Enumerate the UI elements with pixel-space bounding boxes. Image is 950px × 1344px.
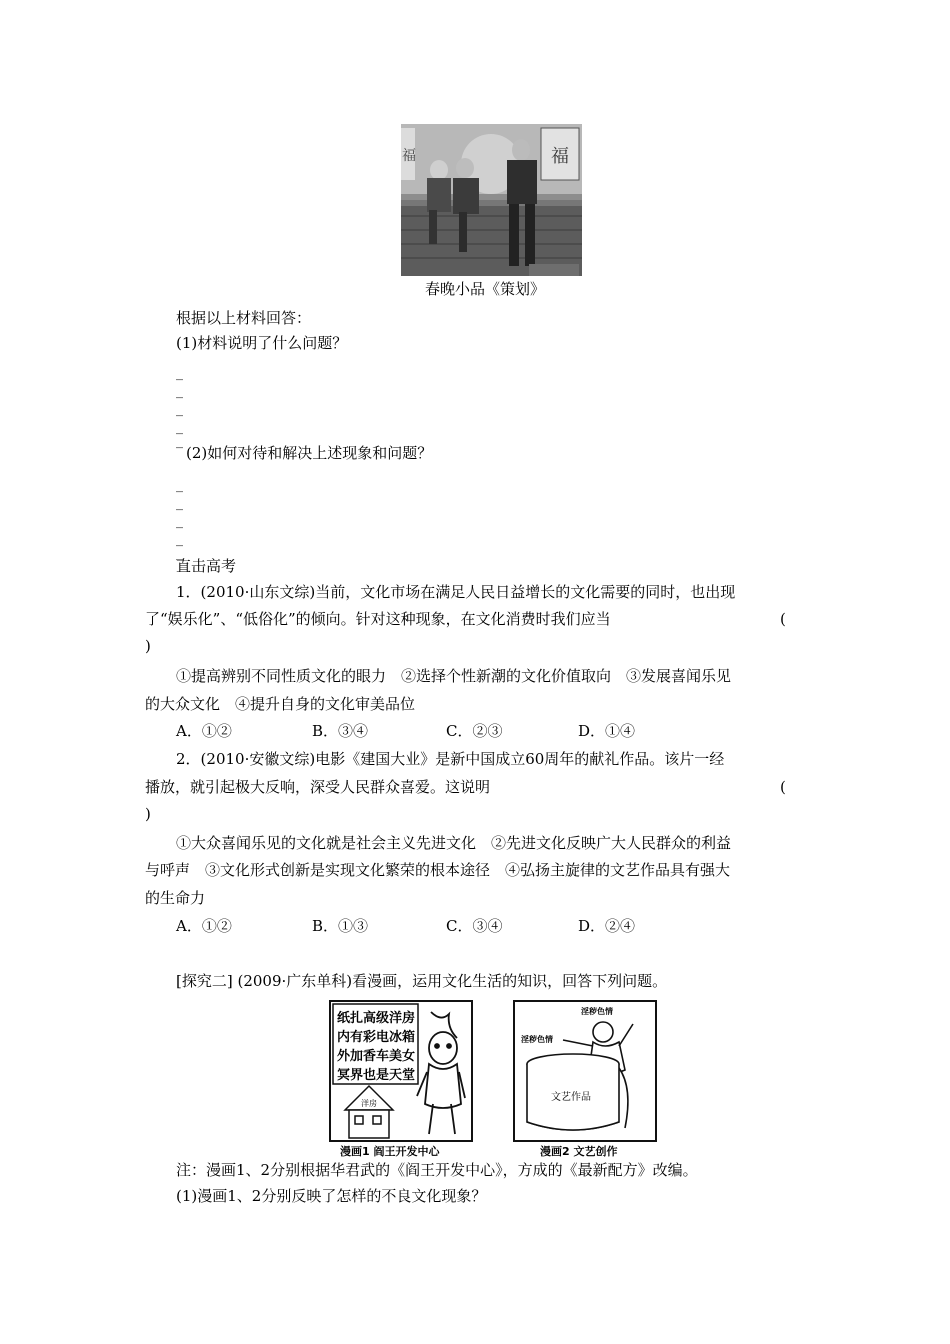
cartoon-2	[513, 1000, 657, 1142]
answer-blank-line: _	[176, 513, 183, 529]
material-intro: 根据以上材料回答：	[176, 309, 312, 327]
answer-blank-line: _	[176, 383, 183, 399]
question-1: (1)材料说明了什么问题？	[176, 334, 348, 352]
mc2-stem-line1: 2．(2010·安徽文综)电影《建国大业》是新中国成立60周年的献礼作品。该片一经	[176, 750, 725, 768]
cartoon-2-label-side: 淫秽色情	[521, 1035, 553, 1044]
fu-sign-right: 福	[551, 146, 569, 167]
answer-blank-line: _	[176, 419, 183, 435]
cartoon-1-drawing	[331, 1002, 471, 1140]
mc2-choice-b: B．①③	[312, 917, 369, 935]
mc1-option-line1: ①提高辨别不同性质文化的眼力 ②选择个性新潮的文化价值取向 ③发展喜闻乐见	[176, 667, 732, 685]
mc2-choice-a: A．①②	[176, 917, 232, 935]
photo-caption: 春晚小品《策划》	[425, 280, 546, 298]
cartoon-1-text-line: 纸扎高级洋房	[337, 1011, 416, 1026]
answer-blank-line: _	[176, 477, 183, 493]
cartoon-note: 注：漫画1、2分别根据华君武的《阎王开发中心》，方成的《最新配方》改编。	[176, 1161, 698, 1179]
mc1-paren-close: )	[145, 637, 151, 655]
demon-figure	[417, 1012, 465, 1134]
mc2-option-line3: 的生命力	[145, 889, 206, 907]
mc2-paren-open: (	[780, 778, 786, 796]
cartoon-1-text-line: 冥界也是天堂	[337, 1068, 416, 1083]
mc2-stem-line2: 播放，就引起极大反响，深受人民群众喜爱。这说明	[145, 778, 491, 796]
mc2-option-line1: ①大众喜闻乐见的文化就是社会主义先进文化 ②先进文化反映广大人民群众的利益	[176, 834, 732, 852]
answer-blank-line: _	[176, 401, 183, 417]
cartoon-1	[329, 1000, 473, 1142]
mc2-choice-d: D．②④	[578, 917, 636, 935]
mc1-option-line2: 的大众文化 ④提升自身的文化审美品位	[145, 695, 416, 713]
section-heading: 直击高考	[176, 557, 237, 575]
house-label: 洋房	[361, 1099, 377, 1108]
mc1-choice-c: C．②③	[446, 722, 503, 740]
mc2-choice-c: C．③④	[446, 917, 503, 935]
skit-photo	[401, 124, 582, 276]
house-drawing	[345, 1086, 393, 1138]
cartoon-2-label-top: 淫秽色情	[581, 1007, 613, 1016]
fu-sign-left: 福	[402, 148, 416, 164]
answer-blank-line: _	[176, 531, 183, 547]
cartoon-2-drawing	[515, 1002, 655, 1140]
explore2-question-1: (1)漫画1、2分别反映了怎样的不良文化现象？	[176, 1187, 487, 1205]
answer-blank-line: _	[176, 433, 183, 449]
pot-label: 文艺作品	[551, 1092, 591, 1103]
mc2-paren-close: )	[145, 805, 151, 823]
answer-blank-line: _	[176, 365, 183, 381]
cartoon-1-text-line: 内有彩电冰箱	[337, 1030, 416, 1045]
answer-blank-line: _	[176, 495, 183, 511]
mc1-choice-b: B．③④	[312, 722, 369, 740]
cartoon-1-caption: 漫画1 阎王开发中心	[340, 1145, 440, 1158]
cartoon-1-text-line: 外加香车美女	[337, 1049, 416, 1064]
mc2-option-line2: 与呼声 ③文化形式创新是实现文化繁荣的根本途径 ④弘扬主旋律的文艺作品具有强大	[145, 861, 731, 879]
answer-blank-line: _	[176, 545, 183, 561]
question-2: (2)如何对待和解决上述现象和问题？	[186, 444, 433, 462]
mc1-stem-line1: 1．(2010·山东文综)当前，文化市场在满足人民日益增长的文化需要的同时，也出现	[176, 583, 736, 601]
mc1-paren-open: (	[780, 610, 786, 628]
cartoon-2-caption: 漫画2 文艺创作	[540, 1145, 618, 1158]
explore2-heading: [探究二] (2009·广东单科)看漫画，运用文化生活的知识，回答下列问题。	[176, 972, 668, 990]
mc1-choice-d: D．①④	[578, 722, 636, 740]
mc1-stem-line2: 了“娱乐化”、“低俗化”的倾向。针对这种现象，在文化消费时我们应当	[145, 610, 611, 628]
mc1-choice-a: A．①②	[176, 722, 232, 740]
skit-photo-illustration	[401, 124, 582, 276]
